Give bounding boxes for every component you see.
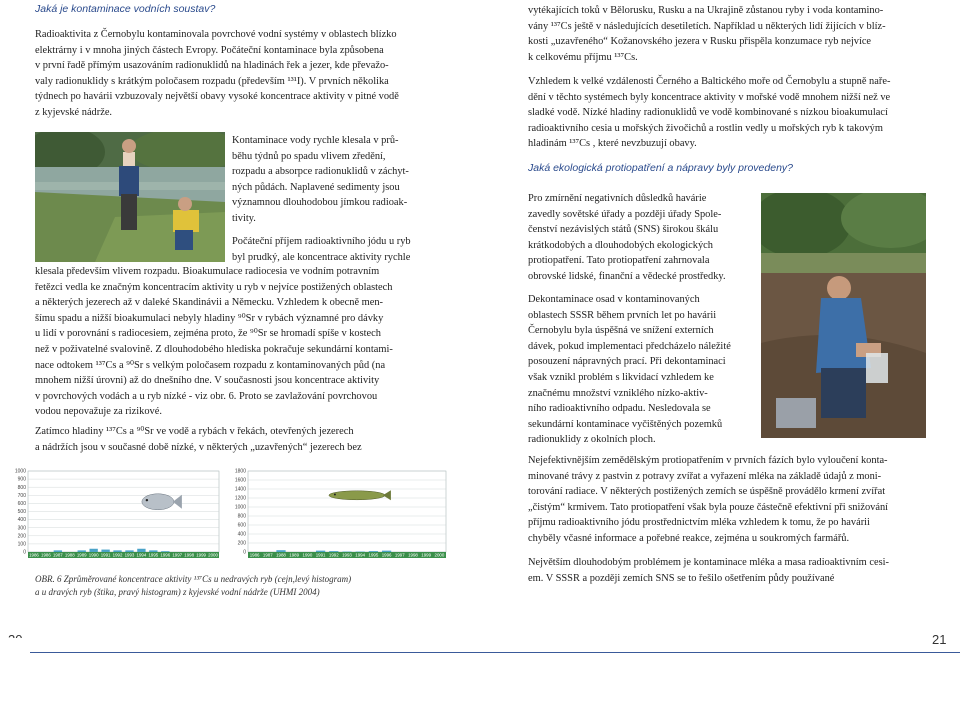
text-line: běhu týdnů po spadu vlivem zředění,: [232, 150, 386, 162]
figure-caption: [35, 573, 455, 599]
text-line: z kyjevské nádrže.: [35, 106, 113, 118]
x-tick-label: 1996: [381, 552, 392, 558]
x-tick-label: 1990: [88, 552, 99, 558]
x-tick-label: 1996: [160, 552, 171, 558]
page-footer-rule: [0, 652, 960, 653]
text-line: šímu spadu a nižší bioakumulaci nebyly hladiny ⁹⁰Sr v rybách významné pro dávky: [35, 312, 384, 324]
text-line: klesala především vlivem rozpadu. Bioakumulace radiocesia ve vodním potravním: [35, 266, 380, 277]
x-tick-label: 1994: [355, 552, 366, 558]
y-tick-label: 0: [23, 549, 26, 556]
bar: [101, 550, 109, 552]
y-tick-label: 1000: [234, 504, 246, 511]
text-line: než v poživatelné svalovině. Z dlouhodobého hlediska pokračuje sekundární kontami-: [35, 343, 393, 355]
text-line: Radioaktivita z Černobylu kontaminovala povrchové vodní systémy v oblastech blízko: [35, 29, 397, 40]
x-tick-label: 2000: [434, 552, 445, 558]
text-line: torování radiace. V některých postižených zemích se úspěšně provádělo krmení zvířat: [528, 486, 886, 498]
bar: [54, 550, 62, 552]
x-tick-label: 1999: [421, 552, 432, 558]
text-line: významnou dlouhodobou jímkou radioak-: [232, 197, 408, 209]
text-line: Zatímco hladiny ¹³⁷Cs a ⁹⁰Sr ve vodě a rybách v řekách, otevřených jezerech: [35, 426, 354, 437]
text-line: týdnech po havárii vzbuzovaly největší obavy vysoké koncentrace aktivity v pitné vodě: [35, 91, 399, 103]
text-line: sekundární kontaminace vyčištěných pozemků: [528, 418, 723, 430]
text-line: rozpadu a absorpce radionuklidů v záchyt-: [232, 166, 409, 178]
text-line: radioaktivního cesia u mořských živočichů a rostlin vedly u mořských ryb k takovým: [528, 122, 883, 134]
y-tick-label: 100: [17, 541, 26, 548]
x-tick-label: 1986: [249, 552, 260, 558]
section-heading-water: Jaká je kontaminace vodních soustav?: [35, 3, 216, 15]
text-line: vytékajících toků v Bělorusku, Rusku a na Ukrajině zůstanou ryby i voda kontamino-: [528, 5, 884, 16]
intro-paragraph: [35, 27, 445, 121]
y-tick-label: 300: [17, 525, 26, 532]
x-tick-label: 1991: [315, 552, 326, 558]
text-line: tivity.: [232, 212, 256, 224]
bar: [125, 550, 133, 552]
y-tick-label: 200: [17, 533, 26, 540]
x-tick-label: 2000: [208, 552, 218, 558]
text-line: v první řadě přímým usazováním radionuklidů na hladinách řek a jezer, kde převažo-: [35, 60, 389, 72]
bar: [113, 550, 121, 552]
text-line: chyběly včasné informace a pořebné reakce, zejména u soukromých farmářů.: [528, 532, 850, 544]
x-tick-label: 1991: [100, 552, 111, 558]
y-tick-label: 800: [237, 513, 246, 520]
x-tick-label: 1990: [302, 552, 313, 558]
bar: [137, 549, 145, 552]
y-tick-label: 1200: [234, 495, 246, 502]
y-tick-label: 800: [17, 484, 26, 491]
text-line: hladinám ¹³⁷Cs , které nevzbuzují obavy.: [528, 138, 697, 150]
section-heading-countermeasures: Jaká ekologická protiopatření a nápravy byly provedeny?: [528, 162, 793, 174]
soil-sampling-photo: [761, 193, 926, 438]
text-line: a některých jezerech až v daleké Skandinávii a Německu. Vzhledem k obecně men-: [35, 297, 384, 309]
bar: [369, 551, 378, 552]
text-line: valy radionuklidy s krátkým poločasem rozpadu (především ¹³¹I). V prvních několika: [35, 75, 389, 87]
text-line: Vzhledem k velké vzdálenosti Černého a Baltického moře od Černobylu a stupně naře-: [528, 76, 891, 87]
x-tick-label: 1993: [342, 552, 352, 558]
text-line: k celkovému příjmu ¹³⁷Cs.: [528, 51, 638, 63]
x-tick-label: 1992: [328, 552, 339, 558]
text-line: byl prudký, ale koncentrace aktivity rychle: [232, 251, 411, 263]
right-top-paragraph: [528, 3, 928, 65]
text-line: Největším dlouhodobým problémem je kontaminace mléka a masa radioaktivním cesi-: [528, 557, 889, 568]
text-line: Kontaminace vody rychle klesala v prů-: [232, 135, 399, 146]
body-paragraph: [35, 264, 445, 420]
x-tick-label: 1997: [172, 552, 183, 558]
right-para-2: [528, 74, 928, 152]
right-col-a: [528, 191, 753, 285]
y-tick-label: 1800: [234, 468, 246, 475]
bar: [89, 549, 97, 552]
bar: [329, 551, 338, 552]
bar: [161, 551, 169, 552]
lake-sampling-photo: [35, 132, 225, 262]
y-tick-label: 500: [17, 509, 26, 516]
text-line: příjmu radioaktivního jódu prostřednictvím mléka vzhledem k tomu, že po havárii: [528, 517, 870, 529]
text-line: mnohem nižší úrovni) až do dnešního dne. V současnosti jsou koncentrace aktivity: [35, 375, 380, 387]
text-line: však vznikl problém s likvidací vzhledem ke: [528, 371, 714, 383]
text-line: em. V SSSR a později zemích SNS se to řešilo ošetřením půdy používané: [528, 572, 835, 584]
bar: [78, 550, 86, 552]
text-line: nace odtokem ¹³⁷Cs a ⁹⁰Sr s velkým poločasem rozpadu z kontaminovaných půd (na: [35, 359, 386, 371]
right-para-c: [528, 453, 928, 547]
text-line: ných půdách. Naplavené sedimenty jsou: [232, 181, 400, 193]
x-tick-label: 1995: [368, 552, 379, 558]
side-paragraph-2: [232, 234, 442, 265]
text-line: Počáteční příjem radioaktivního jódu u ryb: [232, 236, 411, 247]
x-tick-label: 1986: [41, 552, 51, 558]
side-paragraph: [232, 133, 442, 227]
y-tick-label: 1400: [234, 486, 246, 493]
x-tick-label: 1988: [276, 552, 286, 558]
y-tick-label: 200: [237, 540, 246, 547]
bar: [276, 550, 285, 552]
text-line: řetězci vedla ke značným koncentracím aktivity u ryb v nejvíce postižených oblastech: [35, 281, 393, 293]
text-line: krátkodobých a dlouhodobých ekologických: [528, 239, 713, 251]
y-tick-label: 1600: [234, 477, 246, 484]
x-tick-label: 1988: [64, 552, 75, 558]
text-line: protiopatření. Tato protiopatření zahrnovala: [528, 255, 710, 267]
text-line: dění v těchto systémech byly koncentrace aktivity v mořské vodě mnohem nižší než ve: [528, 91, 891, 103]
text-line: Černobylu byla úspěšná ve snížení externích: [528, 325, 714, 337]
caption-line: a u dravých ryb (štika, pravý histogram) z kyjevské vodní nádrže (UHMI 2004): [35, 587, 320, 597]
text-line: „čistým“ krmivem. Tato protiopatření však byla pouze částečně efektivní při snižování: [528, 501, 889, 513]
right-col-b: [528, 292, 753, 448]
text-line: zavedly sovětské úřady a později úřady Spole-: [528, 208, 722, 220]
text-line: oblastech SSSR během prvních let po havárii: [528, 309, 717, 321]
text-line: dávek, pokud implementaci předcházelo náležité: [528, 340, 731, 352]
y-tick-label: 0: [243, 549, 246, 556]
bar: [382, 551, 391, 552]
text-line: značnému množství vzniklého nízko-aktiv-: [528, 387, 708, 399]
right-para-d: [528, 555, 928, 586]
x-tick-label: 1989: [289, 552, 300, 558]
y-tick-label: 700: [17, 492, 26, 499]
x-tick-label: 1995: [148, 552, 159, 558]
text-line: posouzení nápravných prací. Při dekontaminaci: [528, 356, 726, 368]
text-line: elektrárny i v mnoha jiných částech Evropy. Počáteční kontaminace byla způsobena: [35, 44, 384, 56]
chart-bream-svg: [8, 467, 223, 562]
x-tick-label: 1998: [408, 552, 418, 558]
text-line: Dekontaminace osad v kontaminovaných: [528, 294, 700, 305]
y-tick-label: 900: [17, 476, 26, 483]
page-number-right: 21: [932, 632, 947, 647]
x-tick-label: 1993: [124, 552, 135, 558]
bar: [316, 551, 325, 552]
text-line: a nádržích jsou v současné době nízké, v některých „uzavřených“ jezerech bez: [35, 441, 362, 453]
x-tick-label: 1989: [76, 552, 87, 558]
x-tick-label: 1987: [262, 552, 273, 558]
text-line: radionuklidy z okolních ploch.: [528, 434, 656, 446]
x-tick-label: 1998: [184, 552, 195, 558]
text-line: vodou nepovažuje za rizikové.: [35, 406, 162, 418]
plot-area: [248, 471, 446, 552]
chart-pike-svg: [228, 467, 450, 562]
y-tick-label: 600: [17, 501, 26, 507]
text-line: u lidí v porovnání s radiocesiem, zejména proto, že ⁹⁰Sr se hromadí spíše v kostech: [35, 328, 381, 340]
chart-bream: [8, 467, 223, 562]
x-tick-label: 1986: [29, 552, 39, 558]
y-tick-label: 400: [17, 517, 26, 524]
text-line: vány ¹³⁷Cs ještě v následujících desetiletích. Například u některých lidí žijících v blíz-: [528, 20, 886, 32]
caption-line: OBR. 6 Zprůměrované koncentrace aktivity ¹³⁷Cs u nedravých ryb (cejn,levý histogram): [35, 574, 352, 584]
text-line: sladké vodě. Nízké hladiny radionuklidů ve vodě kombinované s nízkou bioakumulací: [528, 107, 888, 119]
text-line: Pro zmírnění negativních důsledků havárie: [528, 193, 707, 204]
y-tick-label: 600: [237, 522, 246, 529]
y-tick-label: 1000: [14, 468, 26, 475]
bar: [149, 550, 157, 552]
tail-paragraph: [35, 424, 445, 455]
x-tick-label: 1994: [136, 552, 147, 558]
text-line: ního radioaktivního odpadu. Nesledovala se: [528, 403, 711, 415]
x-tick-label: 1999: [196, 552, 206, 558]
text-line: minované trávy z pastvin z potravy zvířat a vyřazení mléka na základě údajů z moni-: [528, 470, 882, 482]
text-line: obrovské lidské, finanční a vědecké prostředky.: [528, 270, 726, 282]
y-tick-label: 400: [237, 531, 246, 538]
text-line: v povrchových vodách a u ryb nízké - viz obr. 6. Proto se zavlažování povrchovou: [35, 390, 378, 402]
x-tick-label: 1997: [394, 552, 405, 558]
text-line: čenství nezávislých států (SNS) širokou škálu: [528, 224, 719, 236]
x-tick-label: 1987: [52, 552, 63, 558]
x-tick-label: 1992: [112, 552, 123, 558]
chart-pike: [228, 467, 450, 562]
text-line: Nejefektivnějším zemědělským protiopatřením v prvních fázích bylo vyloučení konta-: [528, 455, 888, 466]
text-line: kosti „uzavřeného“ Kožanovského jezera v Rusku přispěla konzumace ryb nejvíce: [528, 36, 872, 48]
